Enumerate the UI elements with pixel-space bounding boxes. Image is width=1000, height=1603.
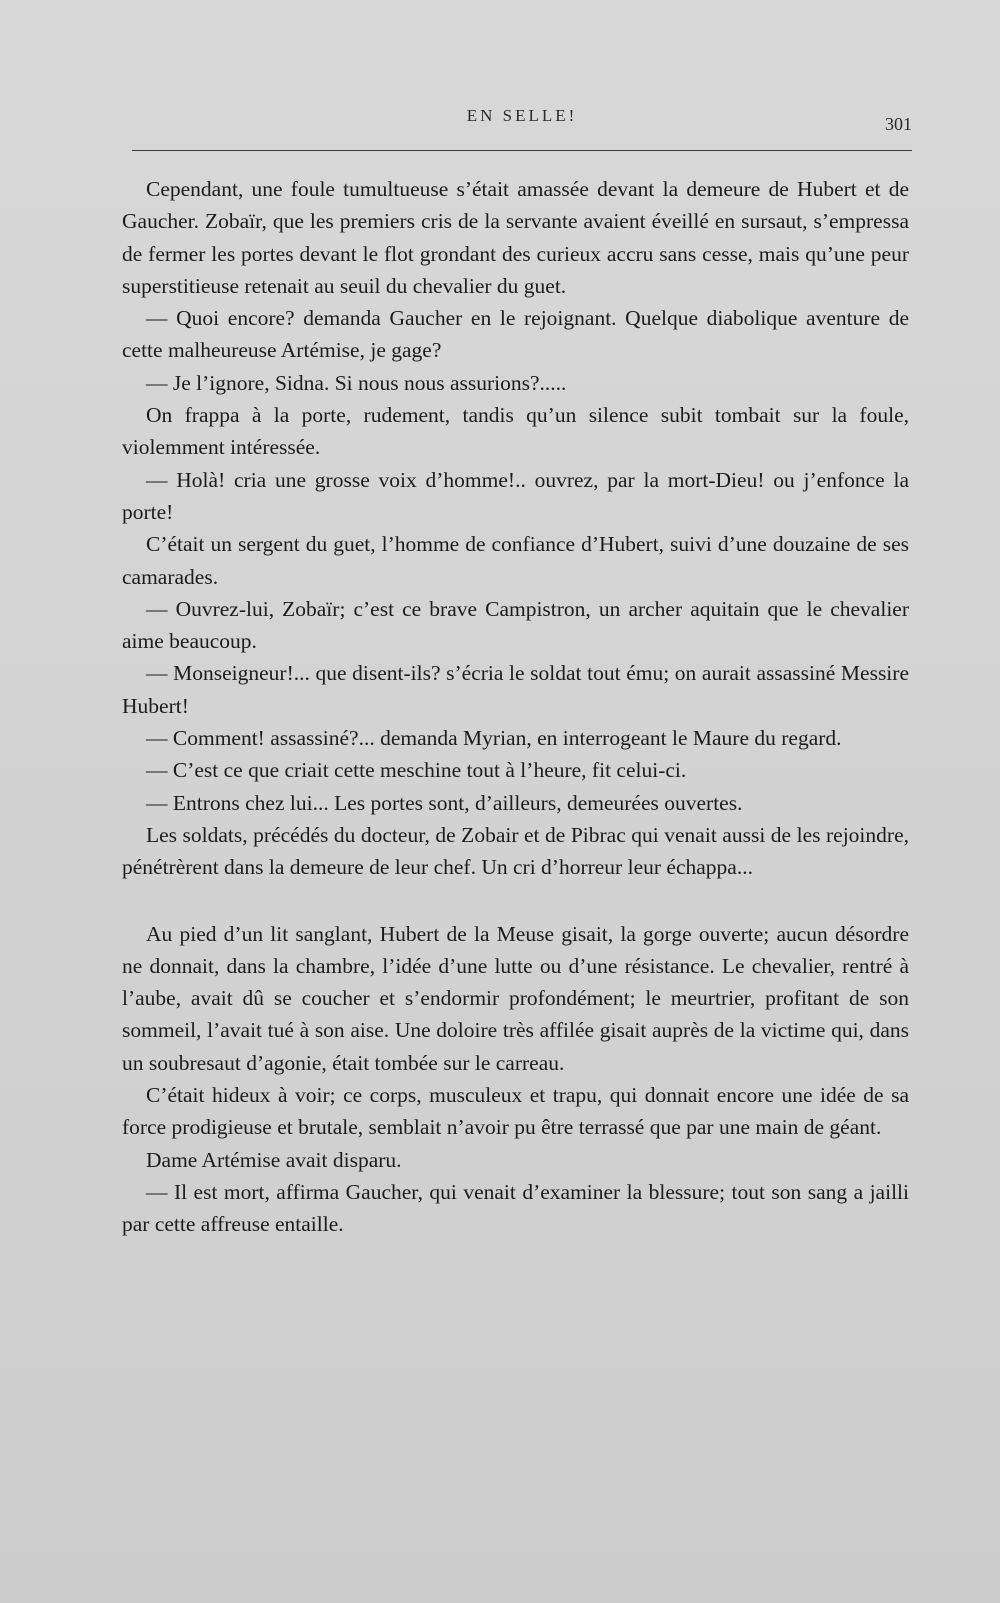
- paragraph: — Holà! cria une grosse voix d’homme!.. ouvrez, par la mort-Dieu! ou j’enfonce la porte!: [122, 467, 909, 524]
- paragraph: Cependant, une foule tumultueuse s’était amassée devant la demeure de Hubert et de Gaucher. Zobaïr, que les premiers cris de la servante avaient éveillé en sursaut, s’empressa de fermer les portes devant le flot grondant des curieux accru sans cesse, mais qu’une peur superstitieuse retenait au seuil du chevalier du guet.: [122, 177, 909, 298]
- paragraph: Les soldats, précédés du docteur, de Zobair et de Pibrac qui venait aussi de les rejoindre, pénétrèrent dans la demeure de leur chef. Un cri d’horreur leur échappa...: [122, 822, 909, 880]
- paragraph: Dame Artémise avait disparu.: [146, 1147, 402, 1172]
- running-title: EN SELLE!: [466, 106, 578, 125]
- paragraph: — Monseigneur!... que disent-ils? s’écria le soldat tout ému; on aurait assassiné Messire Hubert!: [122, 661, 909, 718]
- header-rule: [132, 150, 912, 151]
- page-number: 301: [885, 114, 912, 134]
- paragraph: On frappa à la porte, rudement, tandis qu’un silence subit tombait sur la foule, violemment intéressée.: [122, 403, 909, 460]
- paragraph: — Comment! assassiné?... demanda Myrian, en interrogeant le Maure du regard.: [146, 726, 842, 751]
- paragraph: C’était hideux à voir; ce corps, musculeux et trapu, qui donnait encore une idée de sa force prodigieuse et brutale, semblait n’avoir pu être terrassé que par une main de géant.: [122, 1083, 909, 1140]
- section-break: [122, 884, 909, 918]
- paragraph: — Entrons chez lui... Les portes sont, d’ailleurs, demeurées ouvertes.: [146, 790, 743, 815]
- page-header: [132, 106, 912, 136]
- paragraph: — Je l’ignore, Sidna. Si nous nous assurions?.....: [146, 370, 567, 395]
- paragraph: Au pied d’un lit sanglant, Hubert de la Meuse gisait, la gorge ouverte; aucun désordre ne donnait, dans la chambre, l’idée d’une lutte ou d’une résistance. Le chevalier, rentré à l’aube, avait dû se coucher et s’endormir profondément; le meurtrier, profitant de son sommeil, l’avait tué à son aise. Une doloire très affilée gisait auprès de la victime qui, dans un soubresaut d’agonie, était tombée sur le carreau.: [122, 921, 909, 1075]
- paragraph: — C’est ce que criait cette meschine tout à l’heure, fit celui-ci.: [146, 758, 687, 783]
- paragraph: — Quoi encore? demanda Gaucher en le rejoignant. Quelque diabolique aventure de cette malheureuse Artémise, je gage?: [122, 306, 909, 363]
- paragraph: C’était un sergent du guet, l’homme de confiance d’Hubert, suivi d’une douzaine de ses camarades.: [122, 532, 909, 589]
- body-text: [122, 173, 909, 1241]
- paragraph: — Ouvrez-lui, Zobaïr; c’est ce brave Campistron, un archer aquitain que le chevalier aime beaucoup.: [122, 596, 909, 654]
- paragraph: — Il est mort, affirma Gaucher, qui venait d’examiner la blessure; tout son sang a jailli par cette affreuse entaille.: [122, 1179, 909, 1237]
